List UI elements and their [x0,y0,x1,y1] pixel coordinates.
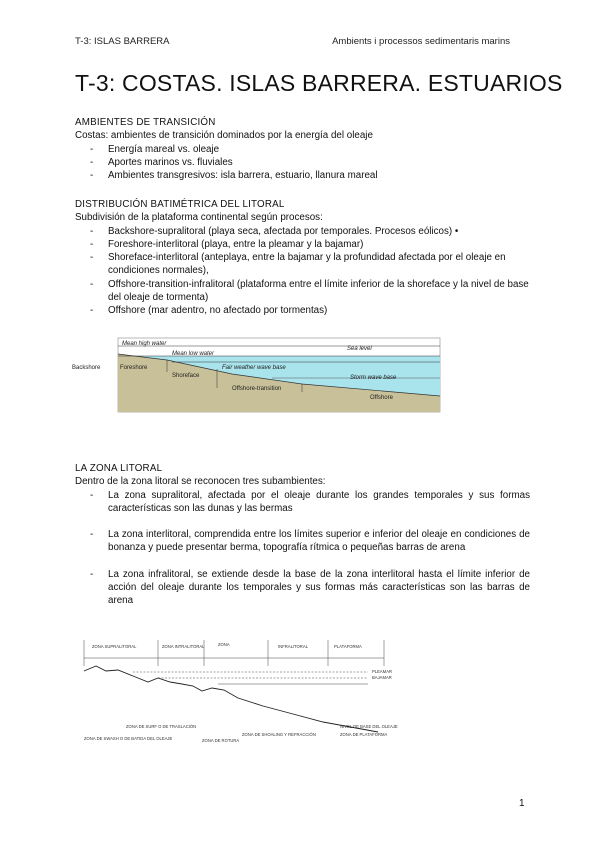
litoral-zonation-diagram [78,636,398,748]
label-zona-rotura: ZONA DE ROTURA [202,738,240,743]
label-zona-intralitoral: ZONA INTRALITORAL [162,644,205,649]
list-item: - Foreshore-interlitoral (playa, entre la pleamar y la bajamar) [90,238,364,250]
label-plataforma: PLATAFORMA [334,644,362,649]
label-zona-supralitoral: ZONA SUPRALITORAL [92,644,137,649]
page-title: T-3: COSTAS. ISLAS BARRERA. ESTUARIOS [75,70,563,96]
list-item: - Energía mareal vs. oleaje [90,143,220,155]
running-header-right: Ambients i processos sedimentaris marins [332,36,510,47]
section-intro: Dentro de la zona litoral se reconocen tres subambientes: [75,476,326,488]
label-foreshore: Foreshore [120,365,148,371]
label-offshore-transition: Offshore-transition [232,386,282,392]
list-item: - La zona interlitoral, comprendida entre los límites superior e inferior del oleaje en condiciones de bonanza y puede presentar berma, topografía rítmica o pequeñas barras de arena [90,529,530,554]
label-infralitoral: INFRALITORAL [278,644,308,649]
list-item: - Backshore-supralitoral (playa seca, afectada por temporales. Procesos eólicos) • [90,225,459,237]
label-zona-plataforma: ZONA DE PLATAFORMA [340,732,388,737]
label-mean-high: Mean high water [122,341,167,347]
list-item: - Shoreface-interlitoral (anteplaya, entre la bajamar y la profundidad afectada por el oleaje en condiciones normales), [90,252,506,277]
label-pleamar: PLEAMAR [372,669,393,674]
label-backshore: Backshore [72,365,101,371]
list-item: - Aportes marinos vs. fluviales [90,156,233,168]
section-intro: Costas: ambientes de transición dominados por la energía del oleaje [75,130,373,142]
list-item: - Offshore (mar adentro, no afectado por tormentas) [90,305,328,317]
label-zona-surf: ZONA DE SURF O DE TRASLACIÓN [126,724,197,729]
label-zona-swash: ZONA DE SWASH O DE BATIDA DEL OLEAJE [84,736,173,741]
list-item: - La zona supralitoral, afectada por el oleaje durante los grandes temporales y sus formas características son las dunas y las bermas [90,489,530,514]
section-heading: DISTRIBUCIÓN BATIMÉTRICA DEL LITORAL [75,199,285,210]
list-item: - Offshore-transition-infralitoral (plataforma entre el límite inferior de la shoreface y la nivel de base del oleaje de tormenta) [90,278,529,304]
section-intro: Subdivisión de la plataforma continental según procesos: [75,212,323,224]
section-heading: LA ZONA LITORAL [75,463,163,474]
label-bajamar: BAJAMAR [372,675,392,680]
page-number: 1 [519,798,525,809]
label-sea-level: Sea level [347,346,372,352]
running-header-left: T-3: ISLAS BARRERA [75,36,170,47]
section-transition [75,116,530,182]
label-shoreface: Shoreface [172,373,200,379]
list-item: - La zona infralitoral, se extiende desde la base de la zona interlitoral hasta el límite inferior de acción del oleaje durante los temporales y sus formas más características son las barras de arena [90,568,530,607]
label-offshore: Offshore [370,395,393,401]
label-mean-low: Mean low water [172,351,215,357]
label-nivel-base: NIVEL DE BASE DEL OLEAJE [340,724,398,729]
list-item: - Ambientes transgresivos: isla barrera, estuario, llanura mareal [90,170,378,182]
section-heading: AMBIENTES DE TRANSICIÓN [75,117,216,128]
section-bathymetry [75,198,530,318]
littoral-profile-diagram [72,334,442,414]
label-fair-weather: Fair weather wave base [222,365,286,371]
label-zona: ZONA [218,642,230,647]
section-litoral [75,462,530,608]
label-zona-shoaling: ZONA DE SHOALING Y REFRACCIÓN [242,732,316,737]
label-storm-wave: Storm wave base [350,375,397,381]
